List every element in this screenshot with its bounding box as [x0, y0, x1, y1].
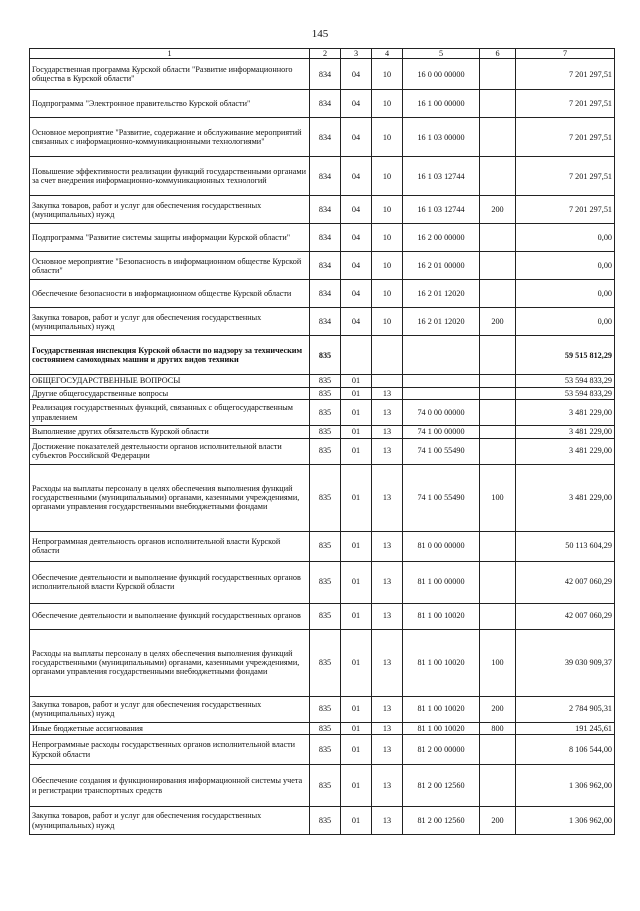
row-grbs-code: 835: [310, 426, 341, 438]
header-col-5: 5: [403, 49, 480, 59]
row-amount: 0,00: [516, 224, 615, 252]
row-target-article-code: 81 1 00 10020: [403, 603, 480, 629]
row-expense-type-code: [480, 765, 516, 807]
header-col-2: 2: [310, 49, 341, 59]
row-section-code: 01: [341, 735, 372, 765]
row-name: Повышение эффективности реализации функций государственными органами за счет внедрения информационно-коммуникационных технологий: [30, 157, 310, 196]
row-expense-type-code: [480, 400, 516, 426]
row-subsection-code: 13: [372, 765, 403, 807]
row-name: Основное мероприятие "Развитие, содержание и обслуживание мероприятий связанных с информационно-коммуникационными технологиями": [30, 118, 310, 157]
row-amount: 53 594 833,29: [516, 375, 615, 387]
row-grbs-code: 834: [310, 157, 341, 196]
row-expense-type-code: [480, 375, 516, 387]
table-row: [30, 336, 615, 375]
row-amount: 2 784 905,31: [516, 696, 615, 722]
table-row: [30, 765, 615, 807]
row-amount: 7 201 297,51: [516, 59, 615, 90]
row-section-code: 01: [341, 438, 372, 464]
table-row: [30, 561, 615, 603]
table-row: [30, 722, 615, 734]
row-subsection-code: 13: [372, 531, 403, 561]
row-expense-type-code: 100: [480, 464, 516, 531]
row-expense-type-code: 800: [480, 722, 516, 734]
row-subsection-code: 13: [372, 603, 403, 629]
row-grbs-code: 834: [310, 308, 341, 336]
table-row: [30, 59, 615, 90]
row-name: Закупка товаров, работ и услуг для обеспечения государственных (муниципальных) нужд: [30, 196, 310, 224]
row-subsection-code: 13: [372, 400, 403, 426]
row-subsection-code: 13: [372, 387, 403, 399]
row-amount: 0,00: [516, 252, 615, 280]
row-amount: 7 201 297,51: [516, 196, 615, 224]
table-row: [30, 807, 615, 835]
row-amount: 3 481 229,00: [516, 400, 615, 426]
header-row: [30, 49, 615, 59]
header-col-3: 3: [341, 49, 372, 59]
page-number: 145: [311, 28, 329, 40]
row-section-code: 04: [341, 196, 372, 224]
row-section-code: 01: [341, 375, 372, 387]
row-name: Государственная программа Курской области "Развитие информационного общества в Курской области": [30, 59, 310, 90]
row-target-article-code: 74 0 00 00000: [403, 400, 480, 426]
row-section-code: 01: [341, 765, 372, 807]
row-grbs-code: 834: [310, 252, 341, 280]
row-target-article-code: 81 1 00 10020: [403, 696, 480, 722]
table-row: [30, 375, 615, 387]
row-name: Выполнение других обязательств Курской области: [30, 426, 310, 438]
budget-table: [29, 48, 615, 835]
row-expense-type-code: [480, 59, 516, 90]
row-name: Закупка товаров, работ и услуг для обеспечения государственных (муниципальных) нужд: [30, 308, 310, 336]
row-grbs-code: 834: [310, 224, 341, 252]
row-amount: 3 481 229,00: [516, 426, 615, 438]
table-body: [30, 59, 615, 835]
row-grbs-code: 835: [310, 765, 341, 807]
row-section-code: 01: [341, 722, 372, 734]
row-amount: 53 594 833,29: [516, 387, 615, 399]
row-section-code: 04: [341, 252, 372, 280]
row-amount: 39 030 909,37: [516, 629, 615, 696]
table-row: [30, 280, 615, 308]
row-section-code: 01: [341, 696, 372, 722]
row-section-code: 04: [341, 224, 372, 252]
row-expense-type-code: [480, 252, 516, 280]
row-target-article-code: 74 1 00 00000: [403, 426, 480, 438]
row-section-code: 01: [341, 603, 372, 629]
row-section-code: 04: [341, 90, 372, 118]
row-expense-type-code: 200: [480, 807, 516, 835]
row-grbs-code: 835: [310, 464, 341, 531]
row-amount: 42 007 060,29: [516, 603, 615, 629]
row-expense-type-code: 200: [480, 308, 516, 336]
table-header: [30, 49, 615, 59]
row-grbs-code: 835: [310, 400, 341, 426]
row-target-article-code: 16 1 00 00000: [403, 90, 480, 118]
row-expense-type-code: [480, 531, 516, 561]
table-row: [30, 426, 615, 438]
row-grbs-code: 834: [310, 59, 341, 90]
row-subsection-code: 10: [372, 90, 403, 118]
table-row: [30, 308, 615, 336]
table-row: [30, 438, 615, 464]
row-name: Обеспечение деятельности и выполнение функций государственных органов исполнительной власти Курской области: [30, 561, 310, 603]
row-target-article-code: 16 2 01 00000: [403, 252, 480, 280]
header-col-7: 7: [516, 49, 615, 59]
header-col-6: 6: [480, 49, 516, 59]
row-expense-type-code: [480, 157, 516, 196]
row-grbs-code: 835: [310, 375, 341, 387]
row-name: Закупка товаров, работ и услуг для обеспечения государственных (муниципальных) нужд: [30, 696, 310, 722]
row-subsection-code: 13: [372, 696, 403, 722]
row-name: Реализация государственных функций, связанных с общегосударственным управлением: [30, 400, 310, 426]
row-name: Обеспечение создания и функционирования информационной системы учета и регистрации транспортных средств: [30, 765, 310, 807]
row-target-article-code: 16 2 01 12020: [403, 308, 480, 336]
table-row: [30, 464, 615, 531]
row-grbs-code: 835: [310, 807, 341, 835]
row-amount: 59 515 812,29: [516, 336, 615, 375]
row-grbs-code: 835: [310, 603, 341, 629]
row-amount: 42 007 060,29: [516, 561, 615, 603]
row-section-code: 01: [341, 400, 372, 426]
row-amount: 8 106 544,00: [516, 735, 615, 765]
row-subsection-code: 13: [372, 735, 403, 765]
table-row: [30, 400, 615, 426]
row-section-code: 01: [341, 629, 372, 696]
row-target-article-code: 16 1 03 12744: [403, 157, 480, 196]
row-subsection-code: 10: [372, 196, 403, 224]
row-target-article-code: [403, 387, 480, 399]
row-section-code: 01: [341, 807, 372, 835]
row-expense-type-code: [480, 438, 516, 464]
row-grbs-code: 835: [310, 561, 341, 603]
row-subsection-code: 10: [372, 308, 403, 336]
row-grbs-code: 834: [310, 196, 341, 224]
row-section-code: [341, 336, 372, 375]
row-target-article-code: 16 0 00 00000: [403, 59, 480, 90]
row-subsection-code: 13: [372, 426, 403, 438]
row-target-article-code: 81 1 00 00000: [403, 561, 480, 603]
row-grbs-code: 834: [310, 280, 341, 308]
table-row: [30, 224, 615, 252]
row-subsection-code: 13: [372, 722, 403, 734]
row-subsection-code: 13: [372, 561, 403, 603]
row-amount: 50 113 604,29: [516, 531, 615, 561]
table-row: [30, 629, 615, 696]
table-row: [30, 118, 615, 157]
table-row: [30, 90, 615, 118]
row-grbs-code: 835: [310, 387, 341, 399]
row-target-article-code: 16 2 00 00000: [403, 224, 480, 252]
table-row: [30, 157, 615, 196]
row-subsection-code: 13: [372, 438, 403, 464]
row-target-article-code: 81 2 00 12560: [403, 807, 480, 835]
row-subsection-code: 10: [372, 157, 403, 196]
row-name: Другие общегосударственные вопросы: [30, 387, 310, 399]
row-subsection-code: [372, 336, 403, 375]
row-subsection-code: 10: [372, 280, 403, 308]
row-target-article-code: 81 1 00 10020: [403, 722, 480, 734]
row-target-article-code: 16 1 03 00000: [403, 118, 480, 157]
row-subsection-code: 13: [372, 629, 403, 696]
row-name: Основное мероприятие "Безопасность в информационном обществе Курской области": [30, 252, 310, 280]
table-row: [30, 603, 615, 629]
row-expense-type-code: 200: [480, 196, 516, 224]
row-grbs-code: 834: [310, 118, 341, 157]
row-grbs-code: 835: [310, 735, 341, 765]
row-expense-type-code: [480, 90, 516, 118]
row-expense-type-code: [480, 603, 516, 629]
row-expense-type-code: 100: [480, 629, 516, 696]
row-expense-type-code: [480, 387, 516, 399]
table-row: [30, 252, 615, 280]
table-row: [30, 531, 615, 561]
row-amount: 3 481 229,00: [516, 464, 615, 531]
row-amount: 1 306 962,00: [516, 765, 615, 807]
header-col-4: 4: [372, 49, 403, 59]
table-row: [30, 696, 615, 722]
row-section-code: 04: [341, 118, 372, 157]
row-subsection-code: 10: [372, 224, 403, 252]
row-expense-type-code: [480, 336, 516, 375]
row-section-code: 04: [341, 157, 372, 196]
row-section-code: 01: [341, 531, 372, 561]
row-name: Закупка товаров, работ и услуг для обеспечения государственных (муниципальных) нужд: [30, 807, 310, 835]
row-amount: 7 201 297,51: [516, 118, 615, 157]
row-name: ОБЩЕГОСУДАРСТВЕННЫЕ ВОПРОСЫ: [30, 375, 310, 387]
row-section-code: 04: [341, 280, 372, 308]
row-target-article-code: 74 1 00 55490: [403, 464, 480, 531]
row-amount: 7 201 297,51: [516, 157, 615, 196]
row-name: Непрограммные расходы государственных органов исполнительной власти Курской области: [30, 735, 310, 765]
row-grbs-code: 835: [310, 438, 341, 464]
row-target-article-code: 81 0 00 00000: [403, 531, 480, 561]
row-expense-type-code: 200: [480, 696, 516, 722]
row-expense-type-code: [480, 735, 516, 765]
row-target-article-code: 74 1 00 55490: [403, 438, 480, 464]
row-target-article-code: 16 2 01 12020: [403, 280, 480, 308]
row-grbs-code: 835: [310, 696, 341, 722]
row-amount: 0,00: [516, 308, 615, 336]
row-amount: 3 481 229,00: [516, 438, 615, 464]
row-name: Подпрограмма "Электронное правительство Курской области": [30, 90, 310, 118]
table-row: [30, 387, 615, 399]
row-subsection-code: 13: [372, 464, 403, 531]
row-target-article-code: 81 1 00 10020: [403, 629, 480, 696]
row-expense-type-code: [480, 561, 516, 603]
row-name: Достижение показателей деятельности органов исполнительной власти субъектов Российской Федерации: [30, 438, 310, 464]
table-row: [30, 735, 615, 765]
row-name: Подпрограмма "Развитие системы защиты информации Курской области": [30, 224, 310, 252]
row-amount: 7 201 297,51: [516, 90, 615, 118]
row-grbs-code: 834: [310, 90, 341, 118]
row-subsection-code: 10: [372, 252, 403, 280]
row-section-code: 01: [341, 387, 372, 399]
row-section-code: 04: [341, 308, 372, 336]
row-target-article-code: 81 2 00 00000: [403, 735, 480, 765]
row-subsection-code: 13: [372, 807, 403, 835]
row-grbs-code: 835: [310, 336, 341, 375]
row-expense-type-code: [480, 426, 516, 438]
row-target-article-code: 81 2 00 12560: [403, 765, 480, 807]
row-grbs-code: 835: [310, 531, 341, 561]
row-target-article-code: 16 1 03 12744: [403, 196, 480, 224]
row-expense-type-code: [480, 280, 516, 308]
row-amount: 1 306 962,00: [516, 807, 615, 835]
row-name: Обеспечение деятельности и выполнение функций государственных органов: [30, 603, 310, 629]
row-name: Иные бюджетные ассигнования: [30, 722, 310, 734]
row-section-code: 01: [341, 426, 372, 438]
row-section-code: 01: [341, 561, 372, 603]
row-expense-type-code: [480, 118, 516, 157]
row-name: Непрограммная деятельность органов исполнительной власти Курской области: [30, 531, 310, 561]
row-name: Расходы на выплаты персоналу в целях обеспечения выполнения функций государственными (муниципальными) органами, казенными учреждениями, органами управления государственными внебюджетными фондами: [30, 629, 310, 696]
row-name: Обеспечение безопасности в информационном обществе Курской области: [30, 280, 310, 308]
row-section-code: 01: [341, 464, 372, 531]
row-name: Расходы на выплаты персоналу в целях обеспечения выполнения функций государственными (муниципальными) органами, казенными учреждениями, органами управления государственными внебюджетными фондами: [30, 464, 310, 531]
row-subsection-code: 10: [372, 59, 403, 90]
row-subsection-code: [372, 375, 403, 387]
row-name: Государственная инспекция Курской области по надзору за техническим состоянием самоходных машин и других видов техники: [30, 336, 310, 375]
row-grbs-code: 835: [310, 629, 341, 696]
row-target-article-code: [403, 375, 480, 387]
header-col-1: 1: [30, 49, 310, 59]
row-target-article-code: [403, 336, 480, 375]
row-subsection-code: 10: [372, 118, 403, 157]
table-row: [30, 196, 615, 224]
row-section-code: 04: [341, 59, 372, 90]
row-amount: 0,00: [516, 280, 615, 308]
row-grbs-code: 835: [310, 722, 341, 734]
row-amount: 191 245,61: [516, 722, 615, 734]
row-expense-type-code: [480, 224, 516, 252]
